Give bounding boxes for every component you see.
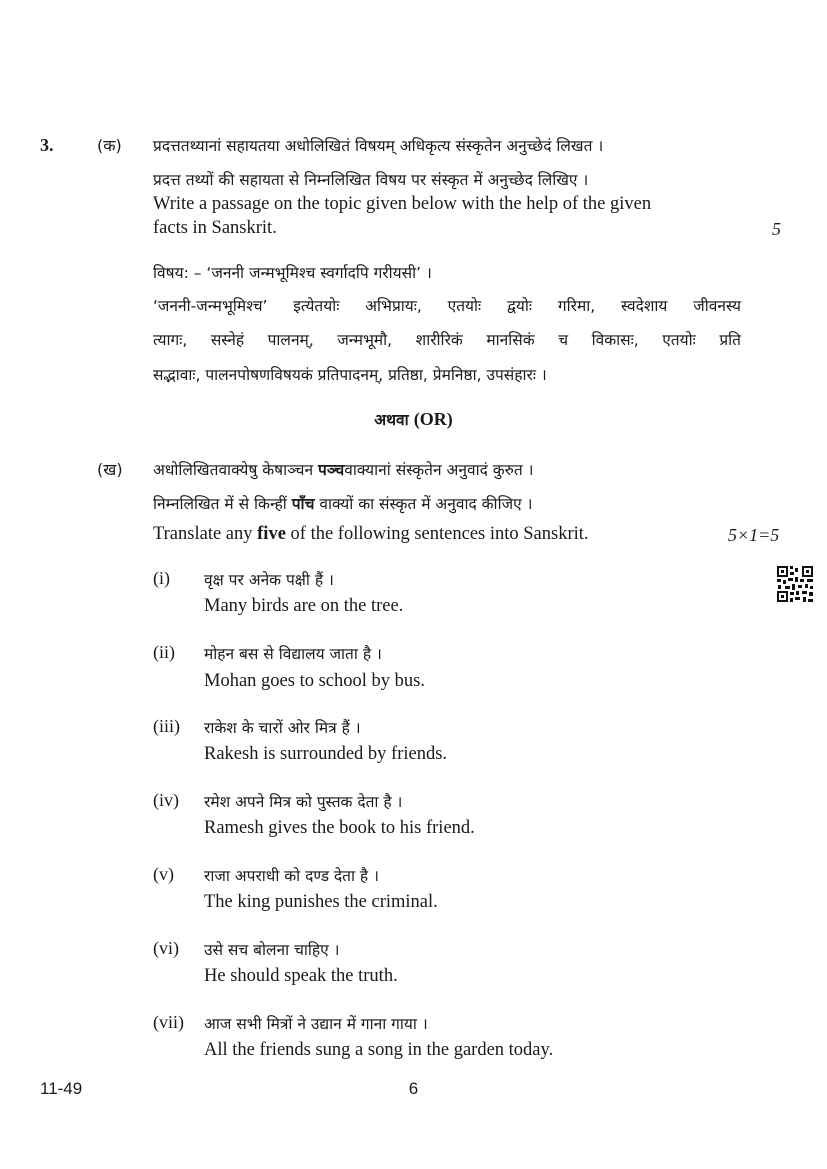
- part-b-sanskrit-bold: पञ्च: [318, 461, 345, 479]
- item-1-hindi: वृक्ष पर अनेक पक्षी हैं ।: [204, 571, 334, 589]
- part-b-english-pre: Translate any: [153, 524, 258, 544]
- item-3-number: (iii): [153, 716, 180, 736]
- part-b-sanskrit-pre: अधोलिखितवाक्येषु केषाञ्चन: [153, 461, 319, 479]
- part-a-sanskrit-instruction: प्रदत्ततथ्यानां सहायतया अधोलिखितं विषयम् अधिकृत्य संस्कृतेन अनुच्छेदं लिखत ।: [153, 137, 604, 155]
- item-7-hindi: आज सभी मित्रों ने उद्यान में गाना गाया ।: [204, 1015, 428, 1033]
- item-7-number: (vii): [153, 1012, 184, 1032]
- page-number: 6: [408, 1079, 419, 1098]
- or-heading-hindi: अथवा: [374, 411, 409, 429]
- part-a-hints-line-1: ‘जननी-जन्मभूमिश्च’ इत्येतयोः अभिप्रायः, एतयोः द्वयोः गरिमा, स्वदेशाय जीवनस्य: [153, 297, 741, 315]
- item-5-number: (v): [153, 864, 174, 884]
- item-3-english: Rakesh is surrounded by friends.: [204, 744, 448, 764]
- item-1-english: Many birds are on the tree.: [204, 596, 404, 616]
- part-b-label: (ख): [97, 460, 123, 479]
- part-b-sanskrit-post: वाक्यानां संस्कृतेन अनुवादं कुरुत ।: [344, 461, 534, 479]
- part-b-english-bold: five: [257, 524, 286, 544]
- item-4-hindi: रमेश अपने मित्र को पुस्तक देता है ।: [204, 793, 403, 811]
- item-7-english: All the friends sung a song in the garden today.: [204, 1040, 554, 1060]
- part-a-hindi-instruction: प्रदत्त तथ्यों की सहायता से निम्नलिखित विषय पर संस्कृत में अनुच्छेद लिखिए ।: [153, 171, 589, 189]
- part-a-marks: 5: [772, 219, 781, 239]
- item-3-hindi: राकेश के चारों ओर मित्र हैं ।: [204, 719, 361, 737]
- part-a-topic: विषय: – ‘जननी जन्मभूमिश्च स्वर्गादपि गरीयसी’ ।: [153, 264, 432, 282]
- part-b-sanskrit-instruction: [153, 458, 534, 480]
- item-6-hindi: उसे सच बोलना चाहिए ।: [204, 941, 340, 959]
- or-heading: [0, 408, 827, 430]
- item-4-english: Ramesh gives the book to his friend.: [204, 818, 475, 838]
- item-5-hindi: राजा अपराधी को दण्ड देता है ।: [204, 867, 379, 885]
- item-6-number: (vi): [153, 938, 179, 958]
- question-number: 3.: [40, 135, 54, 155]
- item-1-number: (i): [153, 568, 170, 588]
- part-b-hindi-pre: निम्नलिखित में से किन्हीं: [153, 495, 292, 513]
- item-5-english: The king punishes the criminal.: [204, 892, 438, 912]
- part-b-hindi-instruction: [153, 492, 532, 514]
- part-b-marks: 5×1=5: [728, 525, 780, 545]
- part-b-hindi-bold: पाँच: [291, 495, 315, 513]
- part-b-hindi-post: वाक्यों का संस्कृत में अनुवाद कीजिए ।: [314, 495, 533, 513]
- paper-code: 11-49: [40, 1079, 83, 1098]
- part-a-english-instruction-1: Write a passage on the topic given below with the help of the given: [153, 194, 652, 214]
- item-2-english: Mohan goes to school by bus.: [204, 671, 425, 691]
- item-6-english: He should speak the truth.: [204, 966, 398, 986]
- part-a-hints-line-2: त्यागः, सस्नेहं पालनम्, जन्मभूमौ, शारीरिकं मानसिकं च विकासः, एतयोः प्रति: [153, 331, 741, 349]
- part-a-hints-line-3: सद्भावाः, पालनपोषणविषयकं प्रतिपादनम्, प्रतिष्ठा, प्रेमनिष्ठा, उपसंहारः ।: [153, 366, 547, 384]
- qr-code-icon: [776, 565, 814, 603]
- item-2-hindi: मोहन बस से विद्यालय जाता है ।: [204, 645, 382, 663]
- part-b-english-instruction: [153, 524, 589, 545]
- item-2-number: (ii): [153, 642, 175, 662]
- item-4-number: (iv): [153, 790, 179, 810]
- part-a-label: (क): [97, 136, 122, 155]
- part-b-english-post: of the following sentences into Sanskrit.: [285, 524, 589, 544]
- part-a-english-instruction-2: facts in Sanskrit.: [153, 218, 277, 238]
- or-heading-english: (OR): [413, 409, 453, 429]
